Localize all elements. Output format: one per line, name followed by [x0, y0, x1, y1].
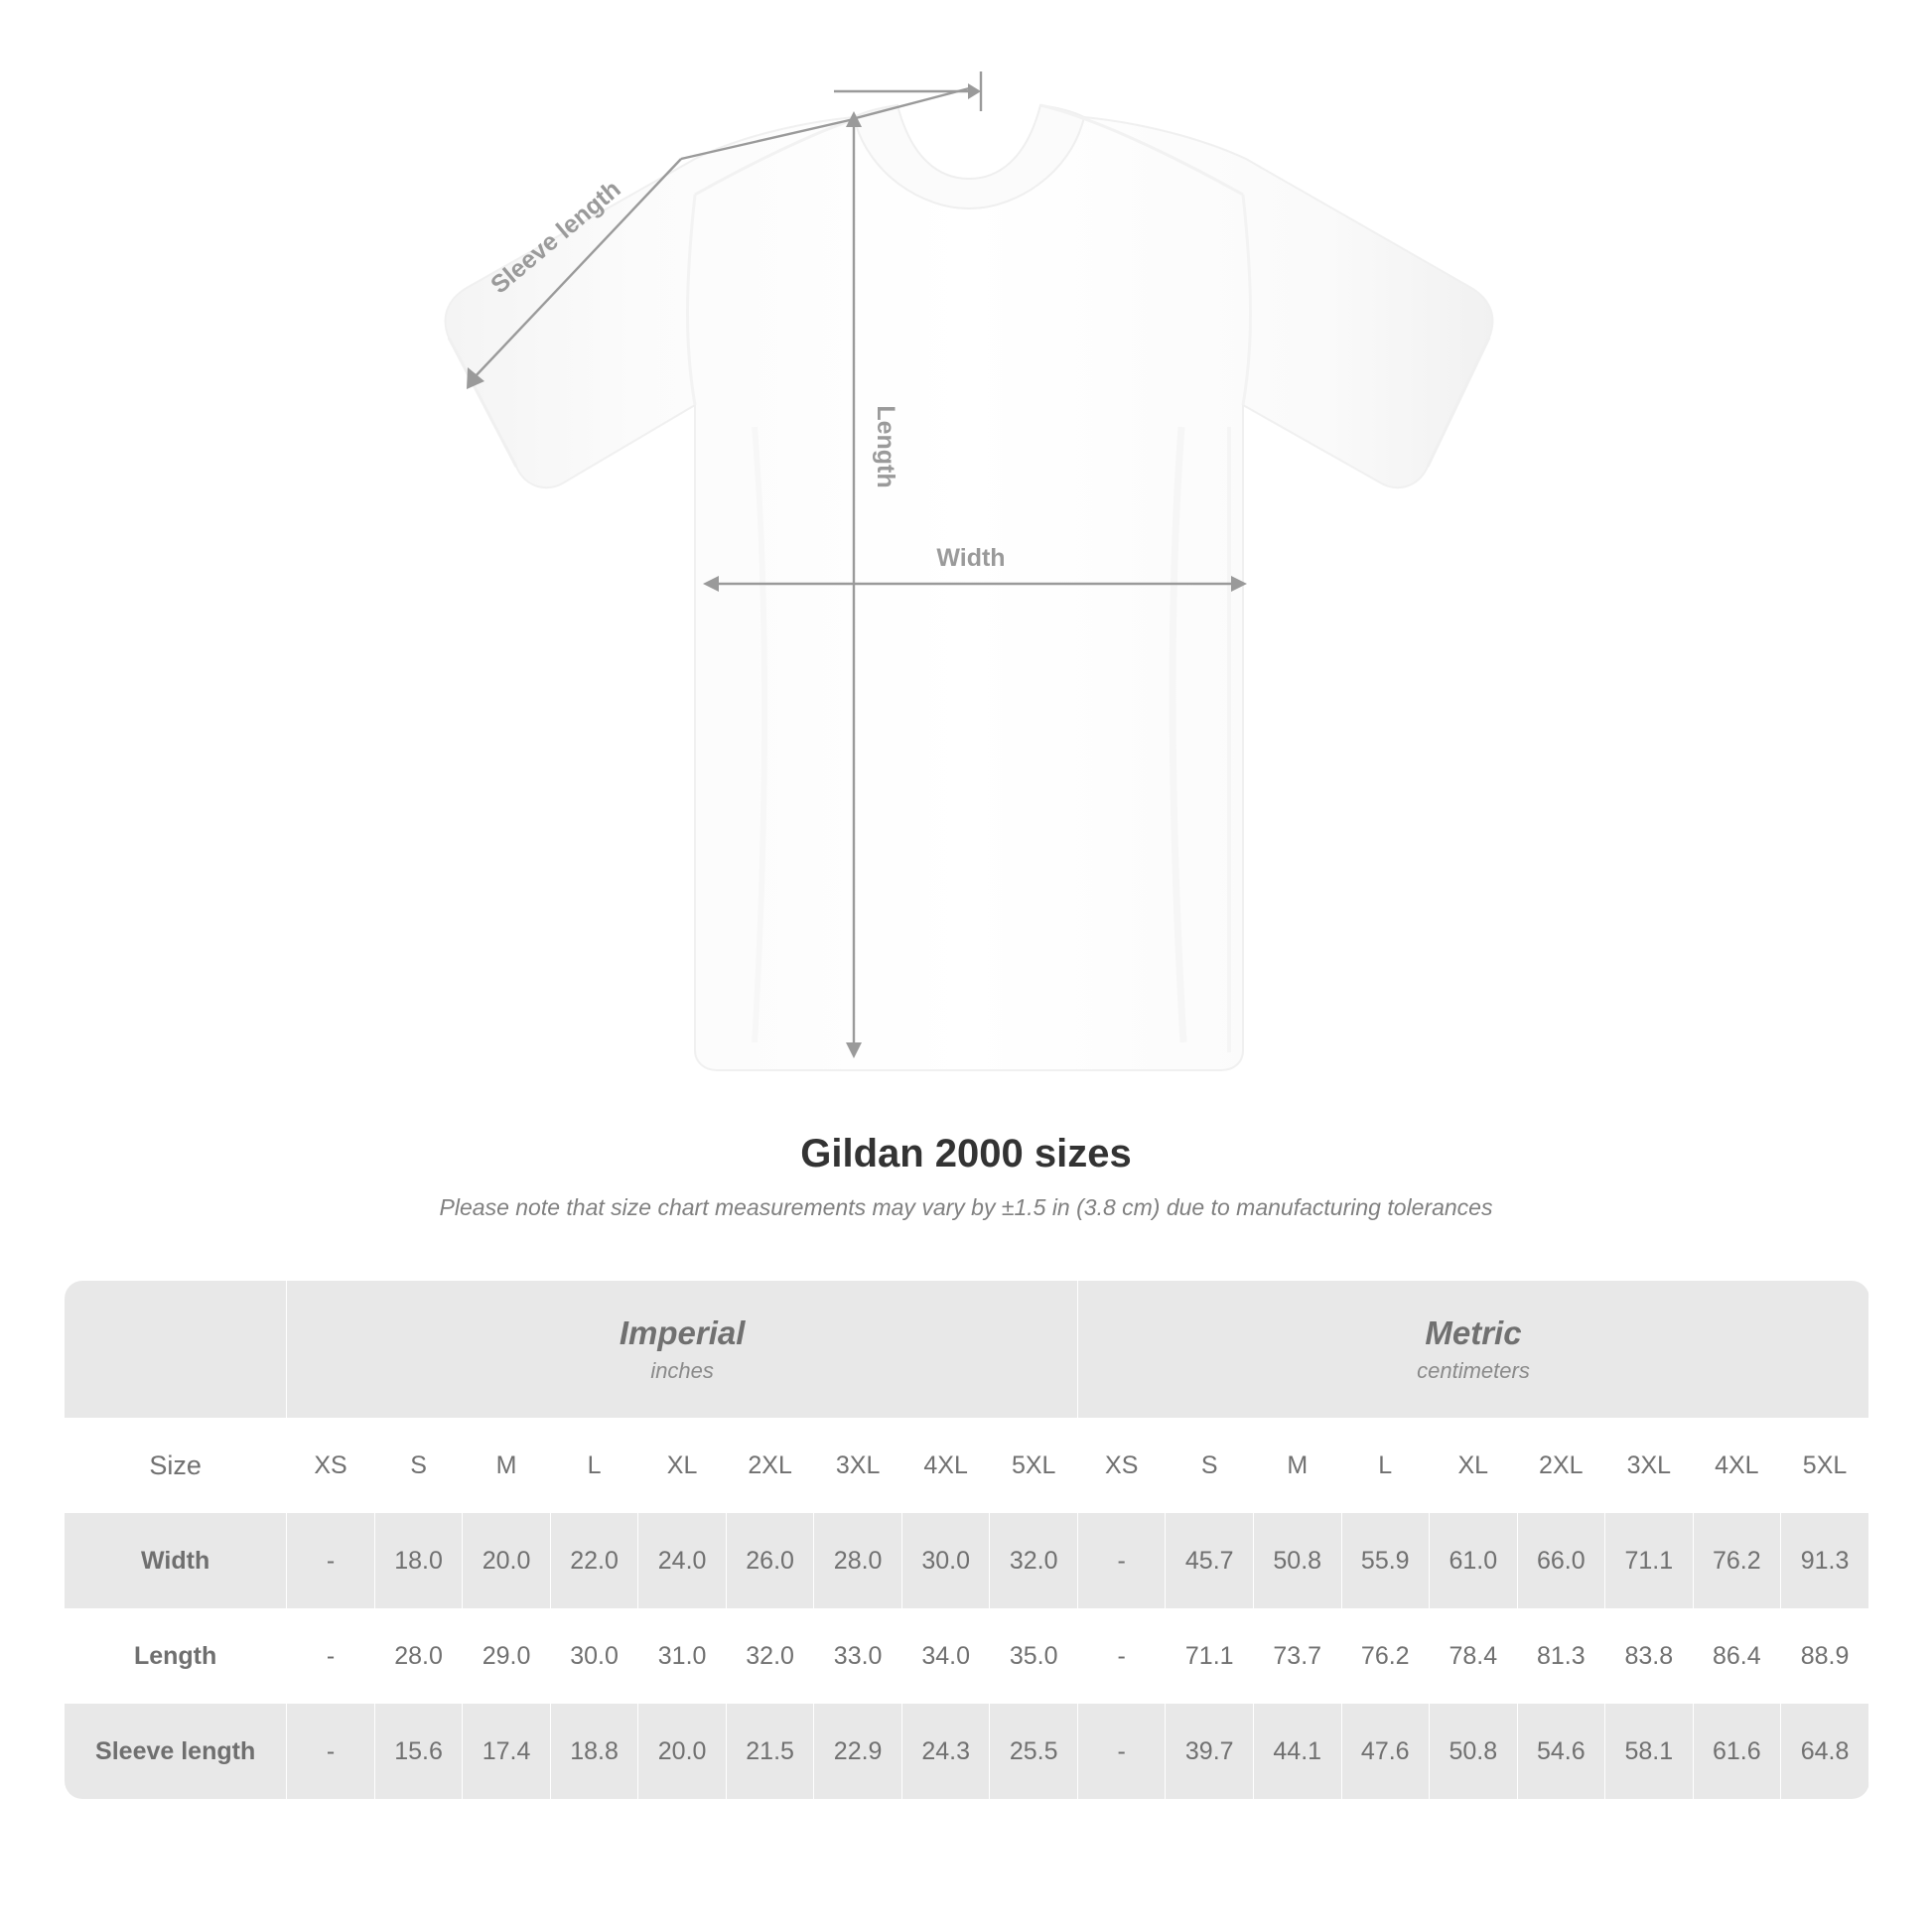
size-header-metric-3xl: 3XL: [1605, 1418, 1694, 1513]
cell-width-imperial-xs: -: [287, 1513, 375, 1608]
unit-group-imperial-name: Imperial: [619, 1314, 746, 1352]
label-sleeve-length: Sleeve length: [485, 175, 626, 300]
shirt-shape: [446, 105, 1493, 1070]
size-header-imperial-3xl: 3XL: [814, 1418, 902, 1513]
size-header-metric-l: L: [1341, 1418, 1430, 1513]
unit-header-spacer: [65, 1281, 287, 1418]
cell-length-metric-xs: -: [1077, 1608, 1166, 1704]
unit-group-metric: [1077, 1281, 1868, 1418]
size-header-metric-5xl: 5XL: [1781, 1418, 1869, 1513]
cell-width-imperial-5xl: 32.0: [990, 1513, 1078, 1608]
cell-sleeve-imperial-s: 15.6: [374, 1704, 463, 1799]
cell-length-imperial-5xl: 35.0: [990, 1608, 1078, 1704]
size-header-metric-xs: XS: [1077, 1418, 1166, 1513]
unit-group-metric-sub: centimeters: [1417, 1357, 1530, 1383]
size-table: [65, 1281, 1869, 1799]
row-label-width: Width: [65, 1513, 287, 1608]
cell-length-metric-s: 71.1: [1166, 1608, 1254, 1704]
cell-sleeve-metric-2xl: 54.6: [1517, 1704, 1605, 1799]
size-header-metric-s: S: [1166, 1418, 1254, 1513]
table-row: [65, 1608, 1869, 1704]
cell-sleeve-metric-s: 39.7: [1166, 1704, 1254, 1799]
tolerance-note: Please note that size chart measurements may vary by ±1.5 in (3.8 cm) due to manufacturing tolerances: [439, 1194, 1493, 1220]
cell-width-metric-xs: -: [1077, 1513, 1166, 1608]
cell-sleeve-imperial-xl: 20.0: [638, 1704, 727, 1799]
cell-sleeve-metric-xs: -: [1077, 1704, 1166, 1799]
cell-width-metric-4xl: 76.2: [1693, 1513, 1781, 1608]
size-header-row: [65, 1418, 1869, 1513]
cell-width-imperial-xl: 24.0: [638, 1513, 727, 1608]
cell-length-imperial-m: 29.0: [463, 1608, 551, 1704]
cell-sleeve-metric-xl: 50.8: [1430, 1704, 1518, 1799]
cell-width-metric-m: 50.8: [1253, 1513, 1341, 1608]
cell-width-metric-s: 45.7: [1166, 1513, 1254, 1608]
cell-sleeve-imperial-3xl: 22.9: [814, 1704, 902, 1799]
unit-header-row: [65, 1281, 1869, 1418]
unit-group-metric-name: Metric: [1425, 1314, 1522, 1352]
cell-sleeve-metric-l: 47.6: [1341, 1704, 1430, 1799]
size-header-imperial-4xl: 4XL: [901, 1418, 990, 1513]
cell-length-metric-m: 73.7: [1253, 1608, 1341, 1704]
table-row: [65, 1704, 1869, 1799]
cell-sleeve-imperial-m: 17.4: [463, 1704, 551, 1799]
size-header-imperial-l: L: [550, 1418, 638, 1513]
cell-length-metric-xl: 78.4: [1430, 1608, 1518, 1704]
label-length: Length: [872, 405, 899, 488]
cell-sleeve-metric-4xl: 61.6: [1693, 1704, 1781, 1799]
cell-width-imperial-4xl: 30.0: [901, 1513, 990, 1608]
cell-width-imperial-2xl: 26.0: [726, 1513, 814, 1608]
cell-width-imperial-s: 18.0: [374, 1513, 463, 1608]
cell-length-imperial-xs: -: [287, 1608, 375, 1704]
size-header-imperial-2xl: 2XL: [726, 1418, 814, 1513]
cell-length-metric-l: 76.2: [1341, 1608, 1430, 1704]
size-header-metric-4xl: 4XL: [1693, 1418, 1781, 1513]
cell-width-metric-l: 55.9: [1341, 1513, 1430, 1608]
size-header-imperial-xl: XL: [638, 1418, 727, 1513]
cell-width-metric-3xl: 71.1: [1605, 1513, 1694, 1608]
size-header-imperial-s: S: [374, 1418, 463, 1513]
cell-length-imperial-3xl: 33.0: [814, 1608, 902, 1704]
cell-width-imperial-3xl: 28.0: [814, 1513, 902, 1608]
cell-length-imperial-2xl: 32.0: [726, 1608, 814, 1704]
cell-sleeve-imperial-xs: -: [287, 1704, 375, 1799]
size-table-container: [65, 1281, 1869, 1799]
cell-sleeve-imperial-5xl: 25.5: [990, 1704, 1078, 1799]
size-header-imperial-5xl: 5XL: [990, 1418, 1078, 1513]
cell-sleeve-metric-5xl: 64.8: [1781, 1704, 1869, 1799]
cell-width-imperial-m: 20.0: [463, 1513, 551, 1608]
cell-sleeve-metric-3xl: 58.1: [1605, 1704, 1694, 1799]
size-header-imperial-m: M: [463, 1418, 551, 1513]
cell-length-imperial-l: 30.0: [550, 1608, 638, 1704]
cell-sleeve-imperial-l: 18.8: [550, 1704, 638, 1799]
unit-group-imperial: [287, 1281, 1078, 1418]
cell-length-imperial-4xl: 34.0: [901, 1608, 990, 1704]
unit-group-imperial-sub: inches: [650, 1357, 714, 1383]
label-width: Width: [936, 544, 1006, 572]
size-header-imperial-xs: XS: [287, 1418, 375, 1513]
cell-width-metric-xl: 61.0: [1430, 1513, 1518, 1608]
size-header-metric-2xl: 2XL: [1517, 1418, 1605, 1513]
cell-sleeve-metric-m: 44.1: [1253, 1704, 1341, 1799]
cell-width-metric-2xl: 66.0: [1517, 1513, 1605, 1608]
cell-length-metric-5xl: 88.9: [1781, 1608, 1869, 1704]
cell-length-imperial-s: 28.0: [374, 1608, 463, 1704]
cell-width-metric-5xl: 91.3: [1781, 1513, 1869, 1608]
cell-length-metric-3xl: 83.8: [1605, 1608, 1694, 1704]
size-header-metric-xl: XL: [1430, 1418, 1518, 1513]
row-label-sleeve-length: Sleeve length: [65, 1704, 287, 1799]
cell-length-metric-4xl: 86.4: [1693, 1608, 1781, 1704]
cell-length-metric-2xl: 81.3: [1517, 1608, 1605, 1704]
size-header-metric-m: M: [1253, 1418, 1341, 1513]
table-row: [65, 1513, 1869, 1608]
cell-sleeve-imperial-2xl: 21.5: [726, 1704, 814, 1799]
cell-sleeve-imperial-4xl: 24.3: [901, 1704, 990, 1799]
row-label-length: Length: [65, 1608, 287, 1704]
heading-block: [0, 1132, 1932, 1221]
column-header-size: Size: [65, 1418, 287, 1513]
page-title: Gildan 2000 sizes: [800, 1132, 1132, 1175]
cell-length-imperial-xl: 31.0: [638, 1608, 727, 1704]
cell-width-imperial-l: 22.0: [550, 1513, 638, 1608]
